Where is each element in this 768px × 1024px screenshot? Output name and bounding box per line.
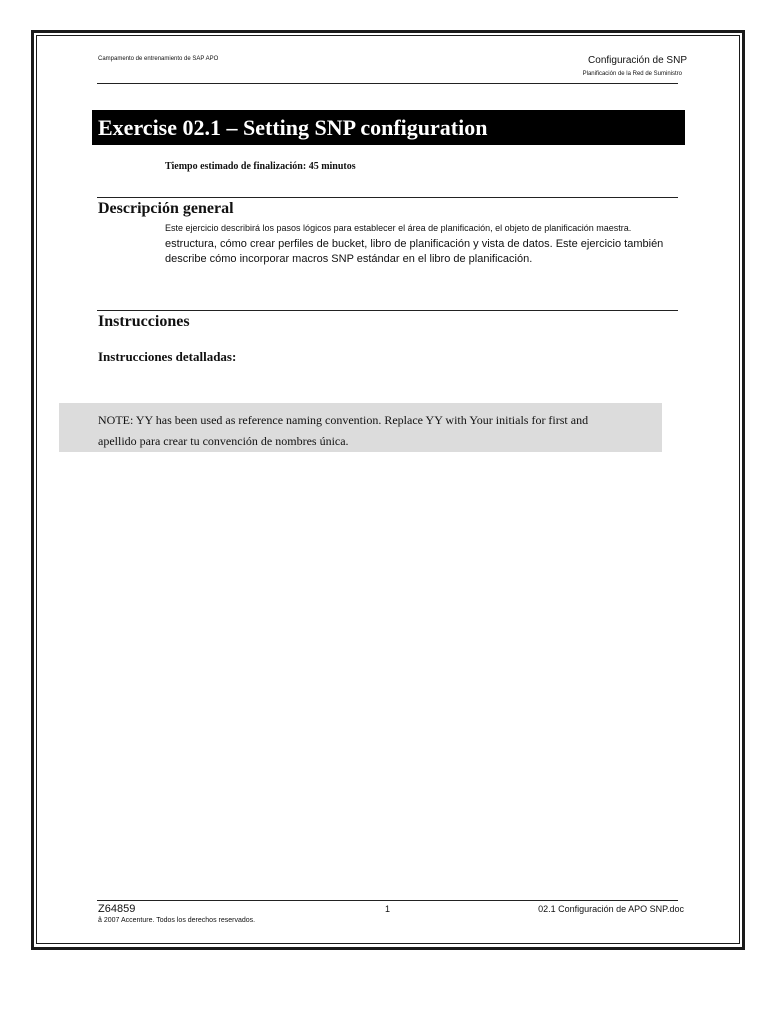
footer-rule xyxy=(97,900,678,901)
exercise-title: Exercise 02.1 – Setting SNP configuration xyxy=(98,115,488,140)
section-rule-overview xyxy=(97,197,678,198)
footer-copyright: â 2007 Accenture. Todos los derechos reservados. xyxy=(98,917,256,924)
page-border-inner xyxy=(36,35,740,944)
footer-page-number: 1 xyxy=(385,904,391,914)
section-rule-instructions xyxy=(97,310,678,311)
footer-filename: 02.1 Configuración de APO SNP.doc xyxy=(538,904,684,914)
overview-line-1: Este ejercicio describirá los pasos lógicos para establecer el área de planificación, el objeto de planificación maestra. xyxy=(165,223,632,233)
header-rule xyxy=(97,83,678,84)
time-estimate: Tiempo estimado de finalización: 45 minutos xyxy=(165,161,356,172)
note-line-2: apellido para crear tu convención de nombres única. xyxy=(98,434,349,448)
overview-description xyxy=(165,222,685,267)
overview-line-3: describe cómo incorporar macros SNP estándar en el libro de planificación. xyxy=(165,253,533,265)
instructions-heading: Instrucciones xyxy=(98,313,190,330)
instructions-subheading: Instrucciones detalladas: xyxy=(98,349,237,364)
header-right-title: Configuración de SNP xyxy=(588,55,687,66)
footer-doc-id: Z64859 xyxy=(98,903,136,915)
title-bar xyxy=(92,110,685,145)
note-box xyxy=(59,403,662,452)
note-line-1: NOTE: YY has been used as reference naming convention. Replace YY with Your initials for first and xyxy=(98,413,589,427)
overview-heading: Descripción general xyxy=(98,200,234,217)
overview-line-2: estructura, cómo crear perfiles de bucket, libro de planificación y vista de datos. Este ejercicio también xyxy=(165,238,664,250)
header-left-text: Campamento de entrenamiento de SAP APO xyxy=(98,56,219,62)
header-right-subtitle: Planificación de la Red de Suministro xyxy=(582,71,682,77)
